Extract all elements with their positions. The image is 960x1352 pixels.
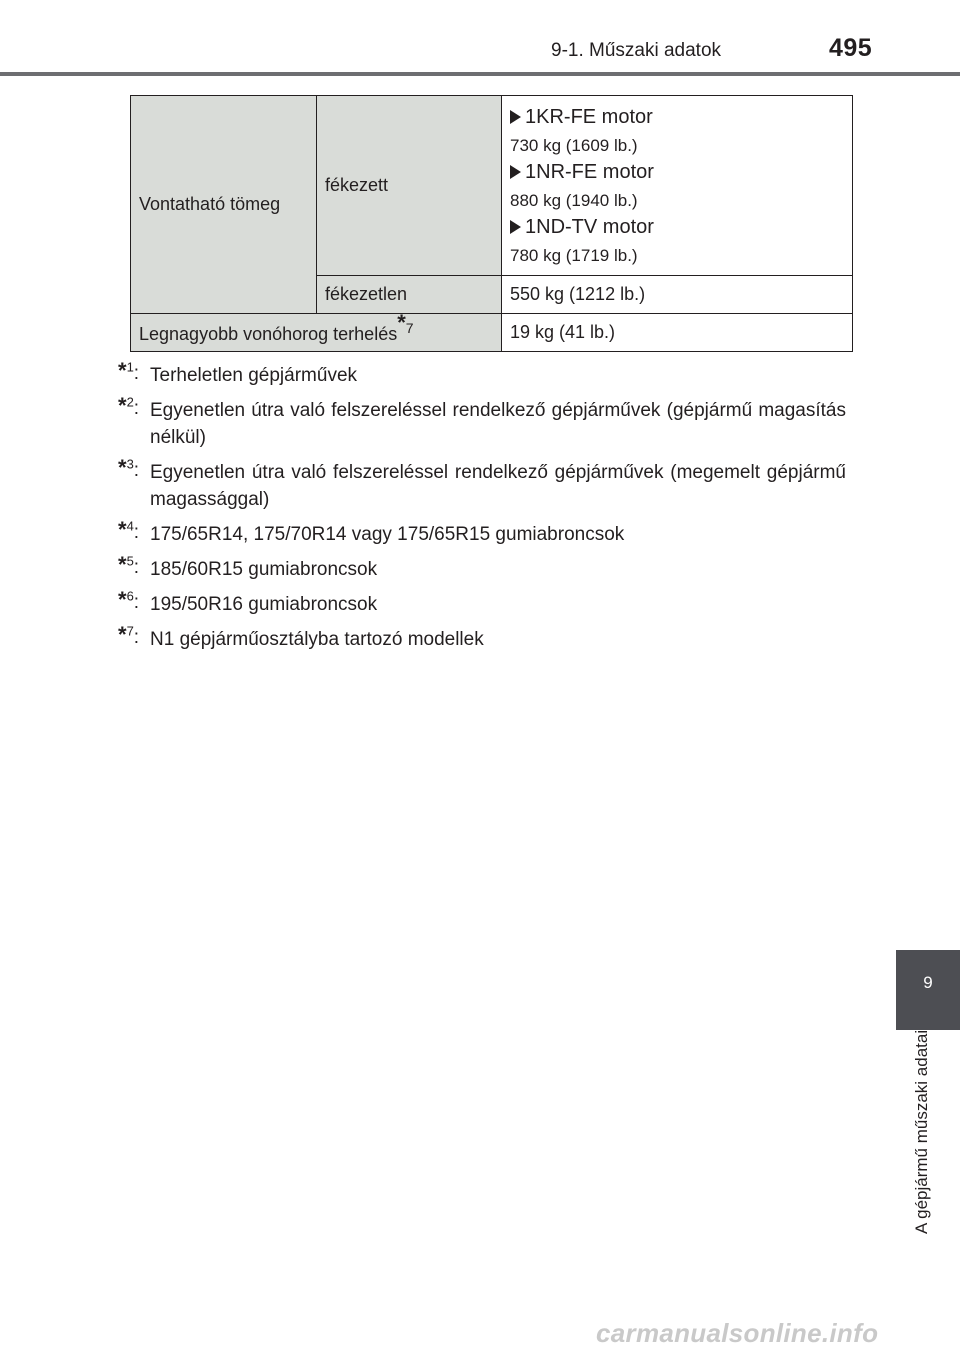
row-group-cell: [131, 96, 317, 314]
engine-name: 1ND-TV motor: [525, 216, 654, 238]
engine-entry: [510, 105, 844, 157]
engine-value: 880 kg (1940 lb.): [510, 191, 638, 210]
footnotes: [118, 358, 846, 661]
engine-name: 1NR-FE motor: [525, 161, 654, 183]
hitch-value: 19 kg (41 lb.): [510, 322, 616, 342]
braked-label: fékezett: [325, 175, 389, 195]
footnote-star: *: [118, 393, 127, 418]
footnote-number: 1: [126, 359, 134, 375]
footnote-item: *$^4$: 175/65R14, 175/70R14 vagy 175/65R15 gumiabroncsok: [118, 521, 846, 548]
hitch-cell: [131, 309, 502, 352]
footnote-text: Egyenetlen útra való felszereléssel rendelkező gépjárművek (megemelt gépjármű magassággal): [150, 462, 846, 510]
row-group-label: Vontatható tömeg: [139, 194, 281, 214]
unbraked-cell: [317, 276, 502, 314]
triangle-bullet-icon: [510, 110, 521, 124]
footnote-text: 185/60R15 gumiabroncsok: [150, 559, 378, 580]
footnote-ref: 7: [405, 319, 414, 336]
footnote-star: *: [118, 455, 127, 480]
footnote-number: 4: [126, 518, 134, 534]
footnote-item: *$^3$: Egyenetlen útra való felszereléssel rendelkező gépjárművek (megemelt gépjármű magassággal): [118, 459, 846, 513]
engine-name: 1KR-FE motor: [525, 106, 653, 128]
footnote-item: *$^7$: N1 gépjárműosztályba tartozó modellek: [118, 626, 846, 653]
footnote-item: *$^6$: 195/50R16 gumiabroncsok: [118, 591, 846, 618]
chapter-tab-number[interactable]: 9: [896, 950, 960, 1030]
unbraked-value-cell: [502, 276, 853, 314]
footnote-text: 195/50R16 gumiabroncsok: [150, 594, 378, 615]
footnote-number: 2: [126, 394, 134, 410]
footnote-star: *: [397, 309, 406, 335]
footnote-text: 175/65R14, 175/70R14 vagy 175/65R15 gumiabroncsok: [150, 524, 625, 545]
footnote-text: Egyenetlen útra való felszereléssel rendelkező gépjárművek (gépjármű magasítás nélkül): [150, 400, 846, 448]
footnote-text: N1 gépjárműosztályba tartozó modellek: [150, 629, 484, 650]
table-row: [131, 96, 853, 276]
unbraked-label: fékezetlen: [325, 284, 408, 304]
table-row: [131, 314, 853, 352]
footnote-item: *$^5$: 185/60R15 gumiabroncsok: [118, 556, 846, 583]
footnote-text: Terheletlen gépjárművek: [150, 365, 358, 386]
footnote-star: *: [118, 622, 127, 647]
hitch-label: Legnagyobb vonóhorog terhelés: [139, 323, 398, 344]
footnote-item: *$^1$: Terheletlen gépjárművek: [118, 362, 846, 389]
engine-entry: [510, 215, 844, 267]
footnote-item: *$^2$: Egyenetlen útra való felszereléssel rendelkező gépjárművek (gépjármű magasítás nélkül): [118, 397, 846, 451]
engine-value: 730 kg (1609 lb.): [510, 136, 638, 155]
triangle-bullet-icon: [510, 165, 521, 179]
engine-value: 780 kg (1719 lb.): [510, 246, 638, 265]
header-divider: [0, 72, 960, 76]
footnote-star: *: [118, 358, 127, 383]
footnote-star: *: [118, 587, 127, 612]
hitch-value-cell: [502, 314, 853, 352]
section-title: 9-1. Műszaki adatok: [551, 40, 722, 61]
footnote-star: *: [118, 517, 127, 542]
chapter-tab-title: A gépjármű műszaki adatai: [912, 1030, 931, 1235]
watermark: carmanualsonline.info: [596, 1318, 879, 1348]
footnote-number: 6: [126, 588, 134, 604]
footnote-number: 3: [126, 456, 134, 472]
engine-values-cell: [502, 96, 853, 276]
engine-entry: [510, 160, 844, 212]
footnote-number: 5: [126, 553, 134, 569]
chapter-tab[interactable]: [896, 1030, 960, 1310]
unbraked-value: 550 kg (1212 lb.): [510, 284, 646, 304]
footnote-number: 7: [126, 623, 134, 639]
footnote-star: *: [118, 552, 127, 577]
towing-capacity-table: [130, 95, 853, 352]
page-number: 495: [829, 34, 873, 62]
braked-cell: [317, 96, 502, 276]
triangle-bullet-icon: [510, 220, 521, 234]
